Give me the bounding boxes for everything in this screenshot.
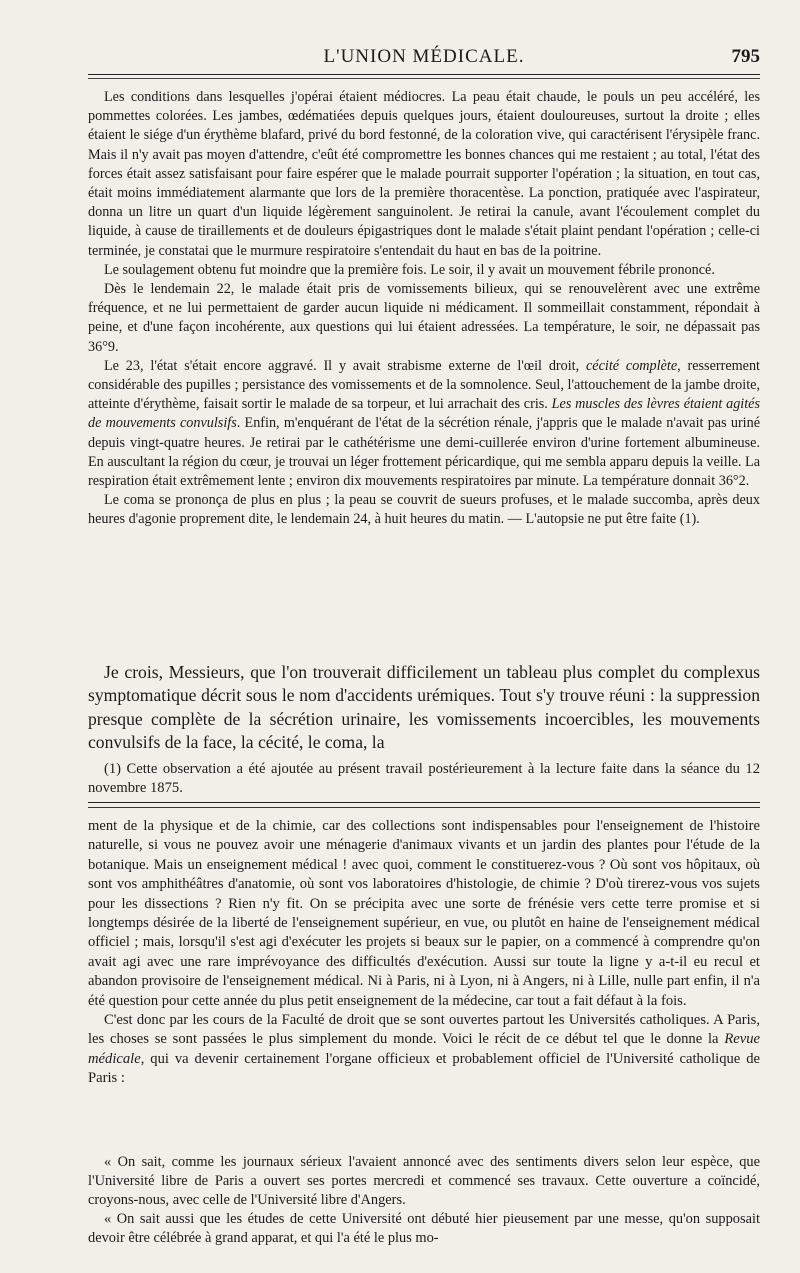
text-run: Dès le lendemain 22, le malade était pris de vomissements bilieux, qui se renouvelèrent avec une extrême fréquence, et ne lui permettaient de garder aucun liquide ni médicament. Il sommeillait constamment, répondait à peine, et d'une façon incohérente, aux questions qui lui étaient adressées. La température, le soir, ne dépassait pas 36°9. (88, 281, 760, 355)
feuilleton-separator-thin (88, 807, 760, 808)
case-paragraph (88, 88, 760, 261)
case-paragraph (88, 261, 760, 280)
text-run: Le 23, l'état s'était encore aggravé. Il y avait strabisme externe de l'œil droit, (104, 357, 586, 374)
running-header (88, 44, 760, 70)
italic-text: Les muscles des lèvres étaient agités de mouvements convulsifs (88, 396, 760, 432)
text-run: Le coma se prononça de plus en plus ; la peau se couvrit de sueurs profuses, et le malade succomba, après deux heures d'agonie proprement dite, le lendemain 24, à huit heures du matin. — L'autopsie ne put être faite (1). (88, 492, 760, 528)
text-run: . Enfin, m'enquérant de l'état de la sécrétion rénale, j'appris que le malade n'avait pas uriné depuis vingt-quatre heures. Je retirai par le cathétérisme une demi-cuillerée environ d'urine fortement albumineuse. En auscultant la région du cœur, je trouvai un léger frottement péricardique, qui me sembla apparu depuis la veille. La respiration était extrêmement lente ; environ dix mouvements respiratoires par minute. La température donnait 36°2. (88, 415, 761, 490)
feuilleton (88, 817, 760, 1089)
page-number: 795 (731, 46, 760, 67)
case-paragraph (88, 357, 760, 491)
case-paragraph (88, 491, 760, 529)
italic-text: Revue médicale (88, 1031, 760, 1067)
text-run: , resserrement considérable des pupilles ; persistance des vomissements et de la somnolence. Seul, l'attouchement de la jambe droite, atteinte d'érythème, faisait sortir le malade de sa torpeur, et lui arrachait des cris. (88, 357, 760, 413)
header-rule (88, 74, 760, 75)
lecture-text (88, 661, 760, 755)
text-run: Les conditions dans lesquelles j'opérai étaient médiocres. La peau était chaude, le pouls un peu accéléré, les pommettes colorées. Les jambes, œdématiées depuis quelques jours, étaient douloureuses, surtout la droite ; elles étaient le siége d'un érythème blafard, privé du bord festonné, de la coloration vive, qui caractérisent l'érysipèle franc. Mais il n'y avait pas moyen d'attendre, c'eût été compromettre les bonnes chances qui me restaient ; au total, l'état des forces était assez satisfaisant pour faire espérer que le malade pourrait supporter l'opération ; la situation, en tout cas, était moins immédiatement alarmante que lors de la première thoracentèse. La ponction, pratiquée avec l'aspirateur, donna un litre un quart d'un liquide légèrement sanguinolent. Je retirai la canule, avant l'écoulement complet du liquide, à cause de tiraillements et de douleurs épigastriques dont le malade s'était plaint pendant l'opération ; celle-ci terminée, je constatai que le murmure respiratoire s'entendait du haut en bas de la poitrine. (88, 89, 760, 259)
quote-paragraph: « On sait aussi que les études de cette Université ont débuté hier pieusement par une messe, qu'on supposait devoir être célébrée à grand apparat, et qui l'a été le plus mo- (88, 1211, 760, 1246)
quote-paragraph: « On sait, comme les journaux sérieux l'avaient annoncé avec des sentiments divers selon leur espèce, que l'Université libre de Paris a ouvert ses portes mercredi et commencé ses travaux. Cette ouverture a coïncidé, croyons-nous, avec celle de l'Université libre d'Angers. (88, 1154, 760, 1208)
case-observation (88, 88, 760, 530)
italic-text: cécité complète (586, 357, 678, 374)
footnote-text: (1) Cette observation a été ajoutée au présent travail postérieurement à la lecture faite dans la séance du 12 novembre 1875. (88, 761, 760, 797)
text-run: Le soulagement obtenu fut moindre que la première fois. Le soir, il y avait un mouvement fébrile prononcé. (104, 261, 715, 278)
feuilleton-separator (88, 802, 760, 803)
feuilleton-paragraph: C'est donc par les cours de la Faculté de droit que se sont ouvertes partout les Universités catholiques. A Paris, les choses se sont passées le plus simplement du monde. Voici le récit de ce début tel que le donne la Revue médicale, qui va devenir certainement l'organe officieux et probablement officiel de l'Université catholique de Paris : (88, 1012, 760, 1087)
footnote (88, 760, 760, 799)
lecture-paragraph: Je crois, Messieurs, que l'on trouverait difficilement un tableau plus complet du complexus symptomatique décrit sous le nom d'accidents urémiques. Tout s'y trouve réuni : la suppression presque complète de la sécrétion urinaire, les vomissements incoercibles, les mouvements convulsifs de la face, la cécité, le coma, la (88, 662, 760, 753)
journal-title: L'UNION MÉDICALE. (323, 46, 525, 67)
quotation (88, 1153, 760, 1248)
case-paragraph (88, 280, 760, 357)
header-rule-thin (88, 78, 760, 79)
feuilleton-paragraph: ment de la physique et de la chimie, car des collections sont indispensables pour l'enseignement de l'histoire naturelle, si vous ne pouvez avoir une ménagerie d'animaux vivants et un jardin des plantes pour l'étude de la botanique. Mais un enseignement médical ! avec quoi, comment le constituerez-vous ? Où sont vos hôpitaux, où sont vos amphithéâtres d'anatomie, où sont vos laboratoires d'histologie, de chimie ? D'où tirerez-vous vos sujets pour les dissections ? Rien n'y fit. On se précipita avec une sorte de frénésie vers cette terre promise et si longtemps désirée de la liberté de l'enseignement supérieur, en vue, ou plutôt en haine de l'enseignement médical officiel ; mais, lorsqu'il s'est agi d'exécuter les projets si beaux sur le papier, on a commencé à comprendre qu'on avait agi avec une rare imprévoyance des difficultés d'exécution. Aussi sur toute la ligne y a-t-il eu recul et abandon provisoire de l'enseignement médical. Ni à Paris, ni à Lyon, ni à Angers, ni à Lille, nulle part enfin, il n'a été question pour cette année du plus petit enseignement de la médecine, car tout a fait défaut à la fois. (88, 818, 760, 1009)
